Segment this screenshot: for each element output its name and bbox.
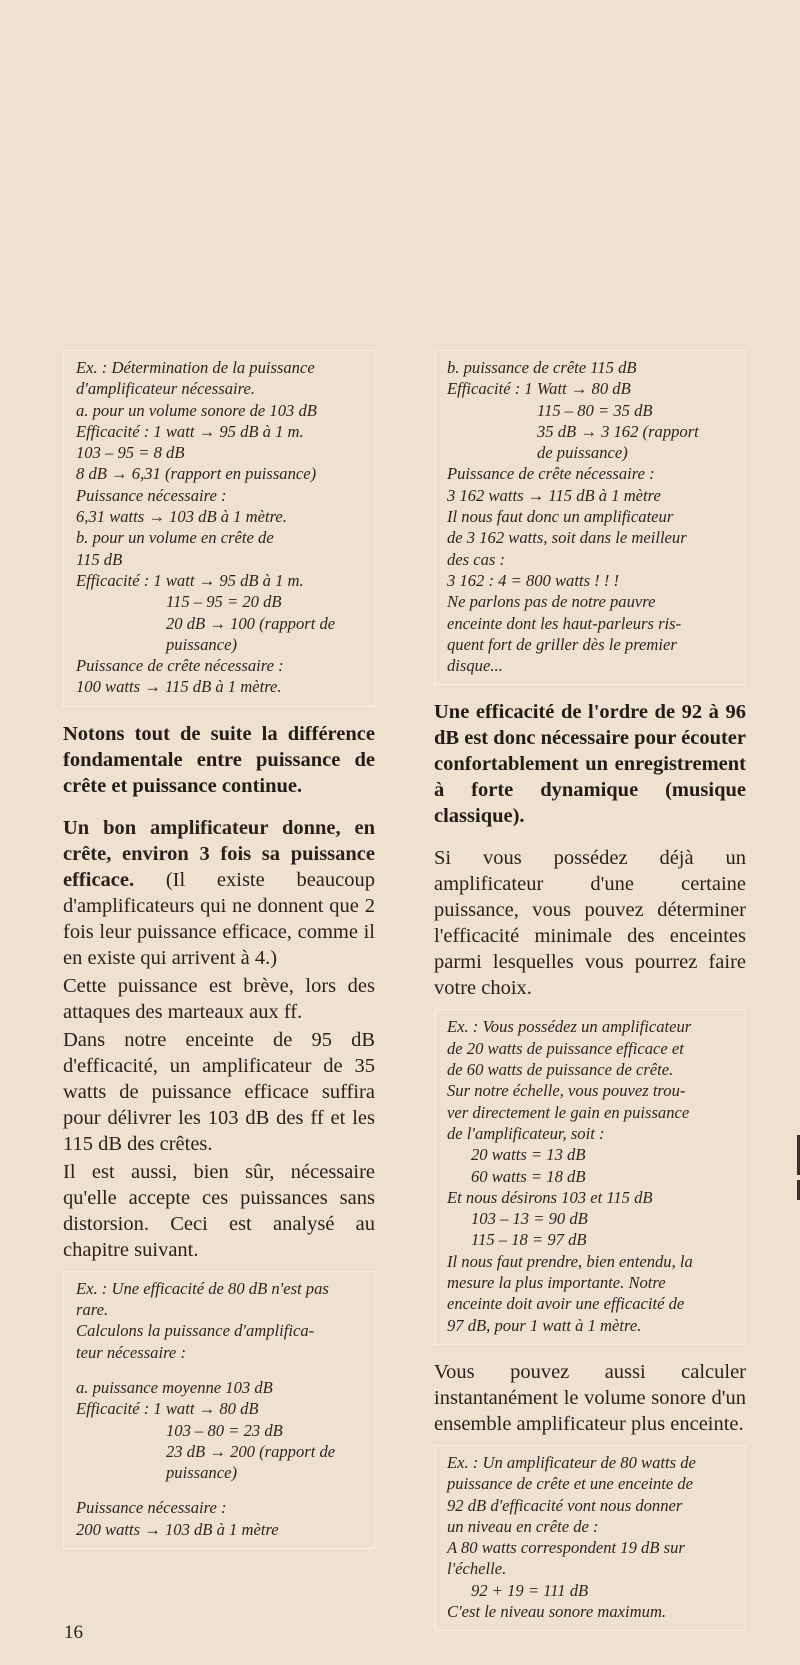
box-line: Ex. : Vous possédez un amplificateur <box>447 1017 692 1037</box>
box-line: a. pour un volume sonore de 103 dB <box>76 400 317 420</box>
body-paragraph: Cette puissance est brève, lors des attaques des marteaux aux ff. <box>63 974 375 1023</box>
box-line: quent fort de griller dès le premier <box>447 634 677 654</box>
box-line: 115 – 80 = 35 dB <box>537 400 653 420</box>
box-line: puissance) <box>166 1463 237 1483</box>
page-number: 16 <box>64 1622 83 1643</box>
body-paragraph: Dans notre enceinte de 95 dB d'efficacité, un amplificateur de 35 watts de puissance efficace suffira pour délivrer les 103 dB des ff et les 115 dB des crêtes. <box>63 1028 375 1155</box>
box-line: Il nous faut prendre, bien entendu, la <box>447 1251 693 1271</box>
box-line: disque... <box>447 656 503 676</box>
box-line: teur nécessaire : <box>76 1342 186 1362</box>
box-line: de puissance) <box>537 443 628 463</box>
box-line: b. pour un volume en crête de <box>76 528 274 548</box>
box-line: 6,31 watts → 103 dB à 1 mètre. <box>76 507 287 527</box>
box-line: 97 dB, pour 1 watt à 1 mètre. <box>447 1315 642 1335</box>
box-line: de l'amplificateur, soit : <box>447 1123 605 1143</box>
right-column <box>434 350 746 1645</box>
body-paragraph: Il est aussi, bien sûr, nécessaire qu'elle accepte ces puissances sans distorsion. Ceci est analysé au chapitre suivant. <box>63 1160 375 1261</box>
box-line: d'amplificateur nécessaire. <box>76 379 255 399</box>
box-line: Puissance nécessaire : <box>76 485 227 505</box>
bold-lead: Un bon amplificateur donne, en crête, environ 3 fois sa puissance efficace. <box>63 816 375 891</box>
paragraph-text: (Il existe beaucoup d'amplificateurs qui ne donnent que 2 fois leur puissance efficace, comme il en existe qui arrivent à 4.) <box>63 868 375 969</box>
spacer <box>76 1363 364 1377</box>
box-line: des cas : <box>447 549 506 569</box>
box-line: 200 watts → 103 dB à 1 mètre <box>76 1519 279 1539</box>
box-line: Efficacité : 1 watt → 95 dB à 1 m. <box>76 421 304 441</box>
box-line: l'échelle. <box>447 1559 507 1579</box>
box-line: de 3 162 watts, soit dans le meilleur <box>447 528 687 548</box>
example-box-20-watts <box>434 1009 746 1344</box>
box-line: de 20 watts de puissance efficace et <box>447 1038 684 1058</box>
box-line: 115 – 95 = 20 dB <box>166 592 282 612</box>
box-line: rare. <box>76 1300 109 1320</box>
box-line: 92 + 19 = 111 dB <box>471 1580 589 1600</box>
box-line: Puissance de crête nécessaire : <box>447 464 655 484</box>
emphasis-paragraph: Une efficacité de l'ordre de 92 à 96 dB est donc nécessaire pour écouter confortablement un enregistrement à forte dynamique (musique classique). <box>434 701 746 828</box>
left-column <box>63 350 375 1563</box>
box-line: 103 – 95 = 8 dB <box>76 443 185 463</box>
box-line: Ne parlons pas de notre pauvre <box>447 592 656 612</box>
box-line: de 60 watts de puissance de crête. <box>447 1060 674 1080</box>
body-paragraph: Vous pouvez aussi calculer instantanément le volume sonore d'un ensemble amplificateur plus enceinte. <box>434 1360 746 1435</box>
box-line: Ex. : Une efficacité de 80 dB n'est pas <box>76 1278 329 1298</box>
box-line: Puissance de crête nécessaire : <box>76 656 284 676</box>
box-line: 20 watts = 13 dB <box>471 1145 586 1165</box>
box-line: 23 dB → 200 (rapport de <box>166 1441 336 1461</box>
box-line: enceinte doit avoir une efficacité de <box>447 1294 685 1314</box>
box-line: 20 dB → 100 (rapport de <box>166 613 336 633</box>
box-line: puissance de crête et une enceinte de <box>447 1474 694 1494</box>
box-line: 8 dB → 6,31 (rapport en puissance) <box>76 464 317 484</box>
body-paragraph: Si vous possédez déjà un amplificateur d'une certaine puissance, vous pouvez déterminer l'efficacité minimale des enceintes parmi lesquelles vous pourrez faire votre choix. <box>434 847 746 1000</box>
box-line: Ex. : Détermination de la puissance <box>76 358 315 377</box>
box-line: Efficacité : 1 watt → 95 dB à 1 m. <box>76 570 304 590</box>
box-line: Il nous faut donc un amplificateur <box>447 507 674 527</box>
box-line: a. puissance moyenne 103 dB <box>76 1377 273 1397</box>
box-line: 3 162 : 4 = 800 watts ! ! ! <box>447 570 620 590</box>
box-line: ver directement le gain en puissance <box>447 1102 690 1122</box>
box-line: Sur notre échelle, vous pouvez trou- <box>447 1081 686 1101</box>
box-line: Efficacité : 1 watt → 80 dB <box>76 1399 259 1419</box>
example-box-power-determination <box>63 350 375 707</box>
box-line: C'est le niveau sonore maximum. <box>447 1601 667 1621</box>
example-box-80-watts <box>434 1445 746 1631</box>
emphasis-paragraph: Notons tout de suite la différence fondamentale entre puissance de crête et puissance continue. <box>63 722 375 797</box>
box-line: 115 – 18 = 97 dB <box>471 1230 587 1250</box>
box-line: 3 162 watts → 115 dB à 1 mètre <box>447 485 661 505</box>
box-line: Ex. : Un amplificateur de 80 watts de <box>447 1452 696 1472</box>
box-line: 92 dB d'efficacité vont nous donner <box>447 1495 683 1515</box>
example-box-peak-power <box>434 350 746 685</box>
example-box-80db <box>63 1271 375 1549</box>
box-line: enceinte dont les haut-parleurs ris- <box>447 613 682 633</box>
box-line: Efficacité : 1 Watt → 80 dB <box>447 379 631 399</box>
box-line: Puissance nécessaire : <box>76 1498 227 1518</box>
box-line: Calculons la puissance d'amplifica- <box>76 1321 315 1341</box>
box-line: mesure la plus importante. Notre <box>447 1273 666 1293</box>
box-line: 115 dB <box>76 549 123 569</box>
box-line: un niveau en crête de : <box>447 1516 599 1536</box>
box-line: b. puissance de crête 115 dB <box>447 358 637 377</box>
box-line: 103 – 13 = 90 dB <box>471 1209 588 1229</box>
box-line: 60 watts = 18 dB <box>471 1166 586 1186</box>
box-line: 100 watts → 115 dB à 1 mètre. <box>76 677 282 697</box>
box-line: 103 – 80 = 23 dB <box>166 1420 283 1440</box>
box-line: puissance) <box>166 634 237 654</box>
box-line: Et nous désirons 103 et 115 dB <box>447 1187 653 1207</box>
spacer <box>76 1483 364 1497</box>
box-line: A 80 watts correspondent 19 dB sur <box>447 1538 685 1558</box>
box-line: 35 dB → 3 162 (rapport <box>537 421 699 441</box>
body-paragraph <box>63 815 375 971</box>
